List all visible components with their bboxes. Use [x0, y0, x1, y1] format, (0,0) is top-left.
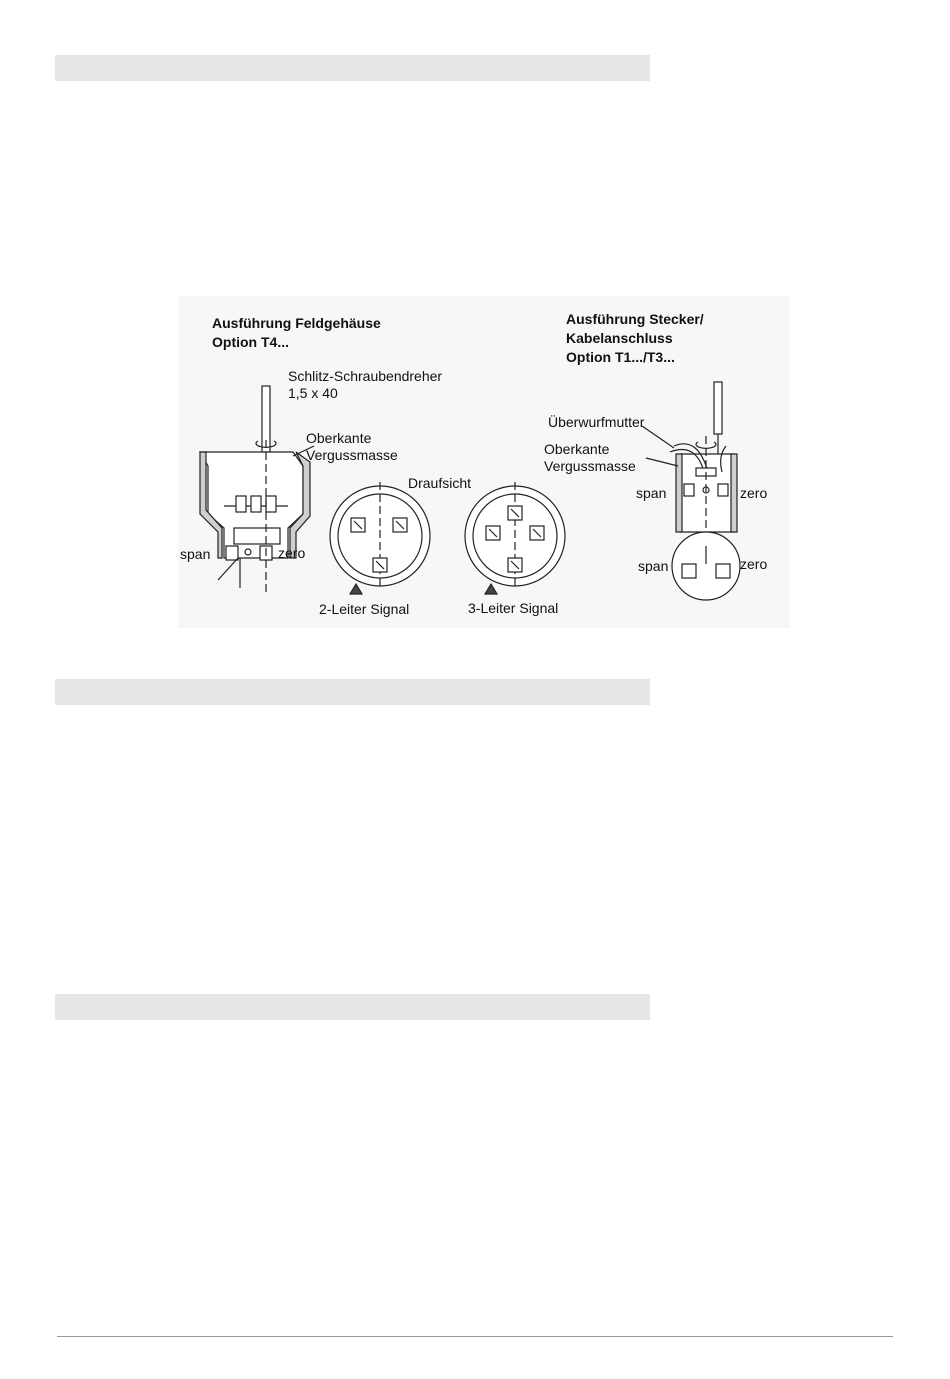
ueberwurfmutter-label: Überwurfmutter	[548, 414, 645, 430]
section-header-bar-3	[55, 994, 650, 1020]
span-right-bottom-label: span	[638, 558, 669, 574]
oberkante-right-line-1: Oberkante	[544, 441, 610, 457]
two-wire-signal-label: 2-Leiter Signal	[319, 601, 410, 617]
zero-left-label: zero	[278, 545, 306, 561]
section-header-bar-2	[55, 679, 650, 705]
left-option-title	[212, 314, 381, 352]
zero-right-bottom-label: zero	[740, 556, 768, 572]
right-option-title	[566, 310, 704, 367]
screwdriver-label	[288, 368, 442, 402]
span-left-label: span	[180, 546, 211, 562]
three-wire-signal-label: 3-Leiter Signal	[468, 600, 559, 616]
adjustment-figure	[178, 296, 790, 628]
left-title-line-2: Option T4...	[212, 334, 289, 350]
section-header-bar-1	[55, 55, 650, 81]
footer-rule	[57, 1336, 893, 1337]
oberkante-left-line-1: Oberkante	[306, 430, 372, 446]
span-right-top-label: span	[636, 485, 667, 501]
screwdriver-line-1: Schlitz-Schraubendreher	[288, 368, 443, 384]
right-title-line-3: Option T1.../T3...	[566, 349, 675, 365]
oberkante-left-label	[306, 430, 398, 464]
oberkante-left-line-2: Vergussmasse	[306, 447, 398, 463]
screwdriver-line-2: 1,5 x 40	[288, 385, 338, 401]
right-title-line-2: Kabelanschluss	[566, 330, 673, 346]
zero-right-top-label: zero	[740, 485, 768, 501]
draufsicht-label: Draufsicht	[408, 475, 472, 491]
oberkante-right-label	[544, 441, 636, 475]
right-title-line-1: Ausführung Stecker/	[566, 311, 704, 327]
left-title-line-1: Ausführung Feldgehäuse	[212, 315, 381, 331]
oberkante-right-line-2: Vergussmasse	[544, 458, 636, 474]
